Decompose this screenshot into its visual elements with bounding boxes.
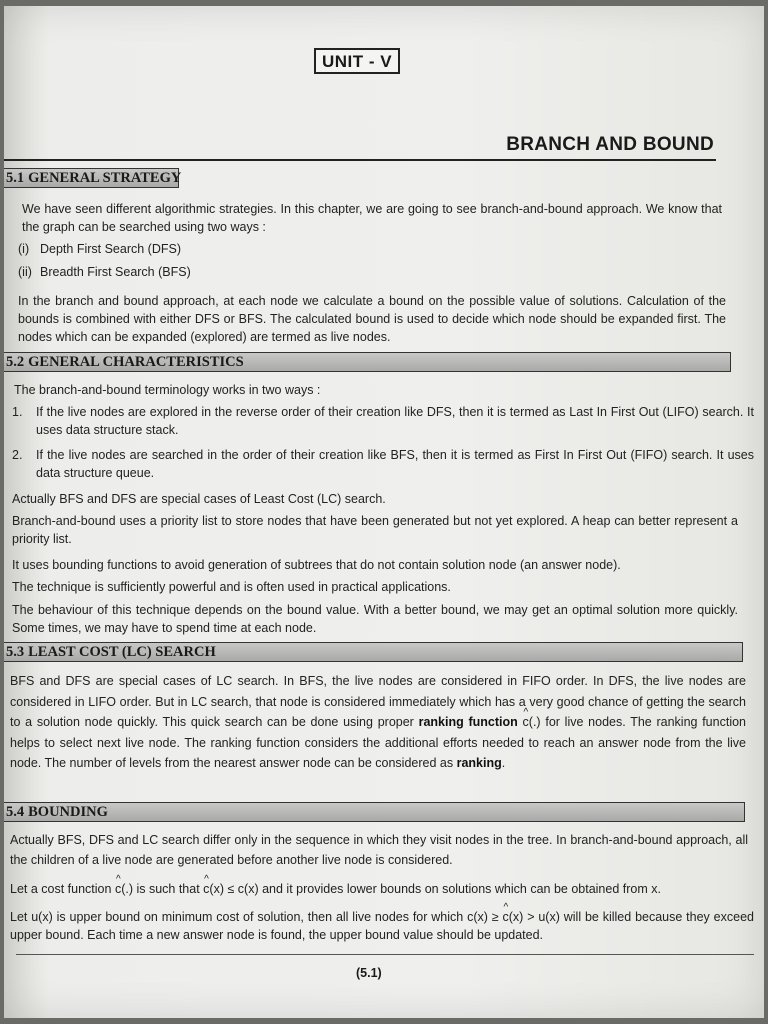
numbered-item: [12, 446, 754, 482]
section-heading-5-3: [4, 642, 743, 662]
text-run: Let u(x) is upper bound on minimum cost of solution, then all live nodes for which c(x) ≥: [10, 910, 499, 924]
section-heading-5-4: [4, 802, 745, 822]
text-run: .: [501, 756, 506, 770]
section-title: GENERAL STRATEGY: [28, 170, 182, 186]
paragraph-lc-search: [10, 671, 746, 774]
section-title: LEAST COST (LC) SEARCH: [28, 644, 216, 660]
chapter-rule: [4, 159, 716, 161]
text-run: Let a cost function: [10, 882, 112, 896]
paragraph: It uses bounding functions to avoid generation of subtrees that do not contain solution node (an answer node).: [12, 558, 621, 572]
numbered-item: [12, 403, 754, 439]
list-marker: (ii): [18, 265, 32, 279]
section-heading-5-2: [4, 352, 731, 372]
paragraph: Actually BFS, DFS and LC search differ only in the sequence in which they visit nodes in the tree. In branch-and-bound approach, all the children of a live node are generated before another live node is considered.: [10, 833, 748, 867]
text-run: for live nodes. The ranking function helps to select next live node. The ranking function considers the additional efforts needed to reach an answer node from the live node. The number of levels from the nearest answer node can be considered as: [10, 715, 746, 770]
paragraph: Branch-and-bound uses a priority list to store nodes that have been generated but not yet explored. A heap can better represent a priority list.: [12, 514, 738, 546]
bold-term: ranking: [456, 756, 502, 770]
text-run: (x) ≤ c(x) and it provides lower bounds on solutions which can be obtained from x.: [209, 882, 661, 896]
list-marker: 2.: [12, 448, 23, 462]
cost-function-symbol: ^ c: [523, 712, 529, 733]
section-number: 5.4: [6, 804, 25, 820]
paragraph: The behaviour of this technique depends on the bound value. With a better bound, we may get an optimal solution more quickly. Some times, we may have to spend time at each node.: [12, 603, 738, 635]
cost-function-symbol: ^ c: [115, 880, 121, 898]
list-item-text: If the live nodes are searched in the order of their creation like BFS, then it is termed as First In First Out (FIFO) search. It uses data structure queue.: [36, 448, 754, 480]
text-run: (.): [528, 715, 541, 729]
paragraph: The branch-and-bound terminology works in two ways :: [14, 383, 321, 397]
list-item-text: Breadth First Search (BFS): [40, 265, 191, 279]
list-marker: (i): [18, 242, 30, 256]
textbook-page: [4, 6, 764, 1018]
paragraph: [10, 908, 754, 944]
paragraph: In the branch and bound approach, at each node we calculate a bound on the possible value of solutions. Calculation of the bounds is combined with either DFS or BFS. The calculated bound is used to decide which node should be expanded first. The nodes which can be expanded (explored) are termed as live nodes.: [18, 294, 726, 344]
section-title: BOUNDING: [28, 804, 108, 820]
list-marker: 1.: [12, 405, 23, 419]
list-item: [18, 263, 718, 281]
paragraph: Actually BFS and DFS are special cases of Least Cost (LC) search.: [12, 492, 386, 506]
section-number: 5.2: [6, 354, 25, 370]
text-run: BFS and DFS are special cases of LC search. In BFS, the live nodes are considered in FIFO order. In DFS, the live nodes are considered in LIFO order. But in LC search, that node is considered immediately which has a very good chance of getting the search to a solution node quickly. This quick search can be done using proper: [10, 674, 746, 729]
unit-label: UNIT - V: [314, 48, 400, 74]
paragraph: The technique is sufficiently powerful and is often used in practical applications.: [12, 580, 451, 594]
cost-function-symbol: ^ c: [503, 908, 509, 926]
bold-term: ranking function: [418, 715, 518, 729]
paragraph: We have seen different algorithmic strategies. In this chapter, we are going to see branch-and-bound approach. We know that the graph can be searched using two ways :: [22, 202, 722, 234]
page-number: (5.1): [356, 966, 382, 980]
section-number: 5.3: [6, 644, 25, 660]
text-run: (.) is such that: [121, 882, 200, 896]
list-item-text: If the live nodes are explored in the reverse order of their creation like DFS, then it is termed as Last In First Out (LIFO) search. It uses data structure stack.: [36, 405, 754, 437]
footer-rule: [16, 954, 754, 955]
cost-function-symbol: ^ c: [203, 880, 209, 898]
section-heading-5-1: [4, 168, 182, 188]
paragraph: [10, 880, 754, 898]
list-item: [18, 240, 718, 258]
text-run: (x) > u(x) will be killed because they exceed upper bound. Each time a new answer node is found, the upper bound value should be updated.: [10, 910, 754, 942]
section-title: GENERAL CHARACTERISTICS: [28, 354, 244, 370]
list-item-text: Depth First Search (DFS): [40, 242, 182, 256]
section-number: 5.1: [6, 170, 25, 186]
chapter-title: BRANCH AND BOUND: [506, 134, 714, 155]
